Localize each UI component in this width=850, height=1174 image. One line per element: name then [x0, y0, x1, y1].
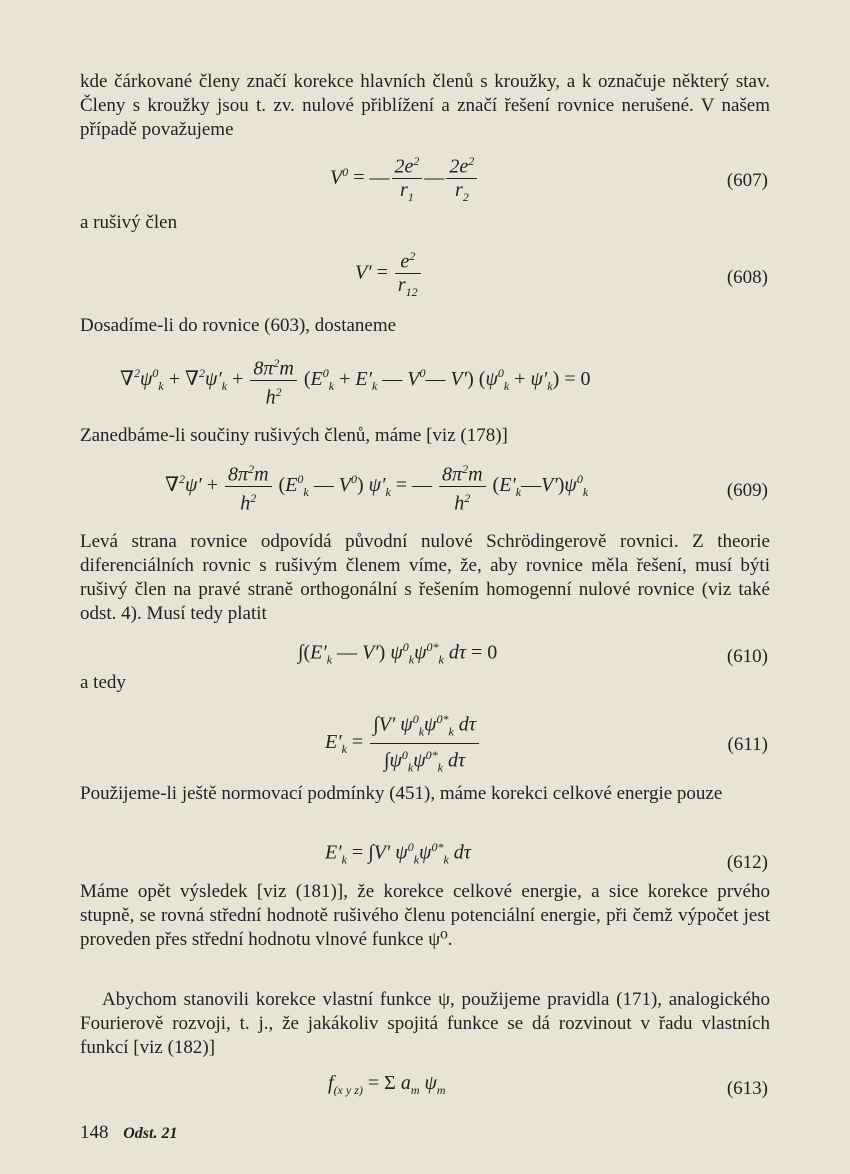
- paragraph-and-then: a tedy: [80, 672, 126, 693]
- equation-number-607: (607): [726, 170, 768, 191]
- section-label: Odst. 21: [123, 1125, 178, 1142]
- equation-613: [80, 1072, 770, 1132]
- equation-number-608: (608): [726, 267, 768, 288]
- equation-number-609: (609): [726, 480, 768, 501]
- equation-608-body: V′ = $\frac{e^2}{r_{12}}$: [355, 245, 423, 303]
- equation-number-610: (610): [726, 646, 768, 667]
- paragraph-orthogonality: Levá strana rovnice odpovídá původní nulové Schrödingerově rovnici. Z theorie diferenciálních rovnic s rušivým členem víme, že, aby rovnice měla řešení, musí býti rušivý člen na pravé straně orthogonální s řešením homogenní nulové rovnice (viz také odst. 4). Musí tedy platit: [80, 531, 770, 624]
- equation-610-body: $\int(E'_k$ — V′) $\psi^0_k\psi^{0*}_k$ dτ = 0: [298, 640, 498, 667]
- equation-full: [80, 352, 770, 412]
- equation-607-body: $V^0$ = — $\frac{2e^2}{r_1}$ — $\frac{2e^2}{r_2}$: [330, 150, 479, 208]
- equation-609-body: ∇$^2$ψ′ + $\frac{8\pi^2m}{h^2}$ ($E^0_k$ — $V^0$) $\psi'_k$ = — $\frac{8\pi^2m}{h^2}$ $(E'_k—V')\psi^0_k$: [165, 458, 588, 514]
- paragraph-neglect: Zanedbáme-li součiny rušivých členů, máme [viz (178)]: [80, 425, 508, 446]
- paragraph-perturbation: a rušivý člen: [80, 212, 178, 233]
- equation-610: [80, 640, 770, 700]
- equation-612-body: $E'_k = \int V'$ $\psi^0_k\psi^{0*}_k$ dτ: [325, 840, 471, 867]
- equation-number-612: (612): [726, 852, 768, 873]
- equation-611-body: $E'_k$ = $\frac{\int V' \psi^0_k\psi^{0*}_k d\tau}{\int\psi^0_k\psi^{0*}_k d\tau}$: [325, 708, 481, 778]
- page-number: 148: [80, 1122, 109, 1143]
- paragraph-result: Máme opět výsledek [viz (181)], že korekce celkové energie, a sice korekce prvého stupně, se rovná střední hodnotě rušivého členu potenciální energie, při čemž výpočet jest proveden přes střední hodnotu vlnové funkce ψ⁰.: [80, 881, 770, 950]
- equation-609: [80, 458, 770, 518]
- paragraph-normalization: Použijeme-li ještě normovací podmínky (451), máme korekci celkové energie pouze: [80, 783, 723, 804]
- paragraph-eigenfunctions: Abychom stanovili korekce vlastní funkce ψ, použijeme pravidla (171), analogického Fourierově rozvoji, t. j., že jakákoliv spojitá funkce se dá rozvinout v řadu vlastních funkcí [viz (182)]: [80, 989, 770, 1058]
- equation-number-613: (613): [726, 1078, 768, 1099]
- equation-number-611: (611): [727, 734, 768, 755]
- equation-611: [80, 708, 770, 775]
- equation-613-body: $f_{(x y z)} = \Sigma$ $a_m$ $\psi_m$: [328, 1072, 446, 1097]
- paragraph-substitute: Dosadíme-li do rovnice (603), dostaneme: [80, 315, 397, 336]
- equation-608: [80, 245, 770, 305]
- equation-607: [80, 150, 770, 210]
- equation-full-body: $\nabla^2\psi^0_k + \nabla^2\psi'_k$ + $\frac{8\pi^2m}{h^2}$ ($E^0_k + E'_k$ — $V^0—$ V′) $(\psi^0_k + \psi'_k) = 0$: [120, 352, 591, 408]
- paragraph-intro: kde čárkované členy značí korekce hlavních členů s kroužky, a k označuje některý stav. Členy s kroužky jsou t. zv. nulové přiblížení a značí řešení rovnice nerušené. V našem případě považujeme: [80, 71, 770, 140]
- page-footer: [80, 1122, 177, 1144]
